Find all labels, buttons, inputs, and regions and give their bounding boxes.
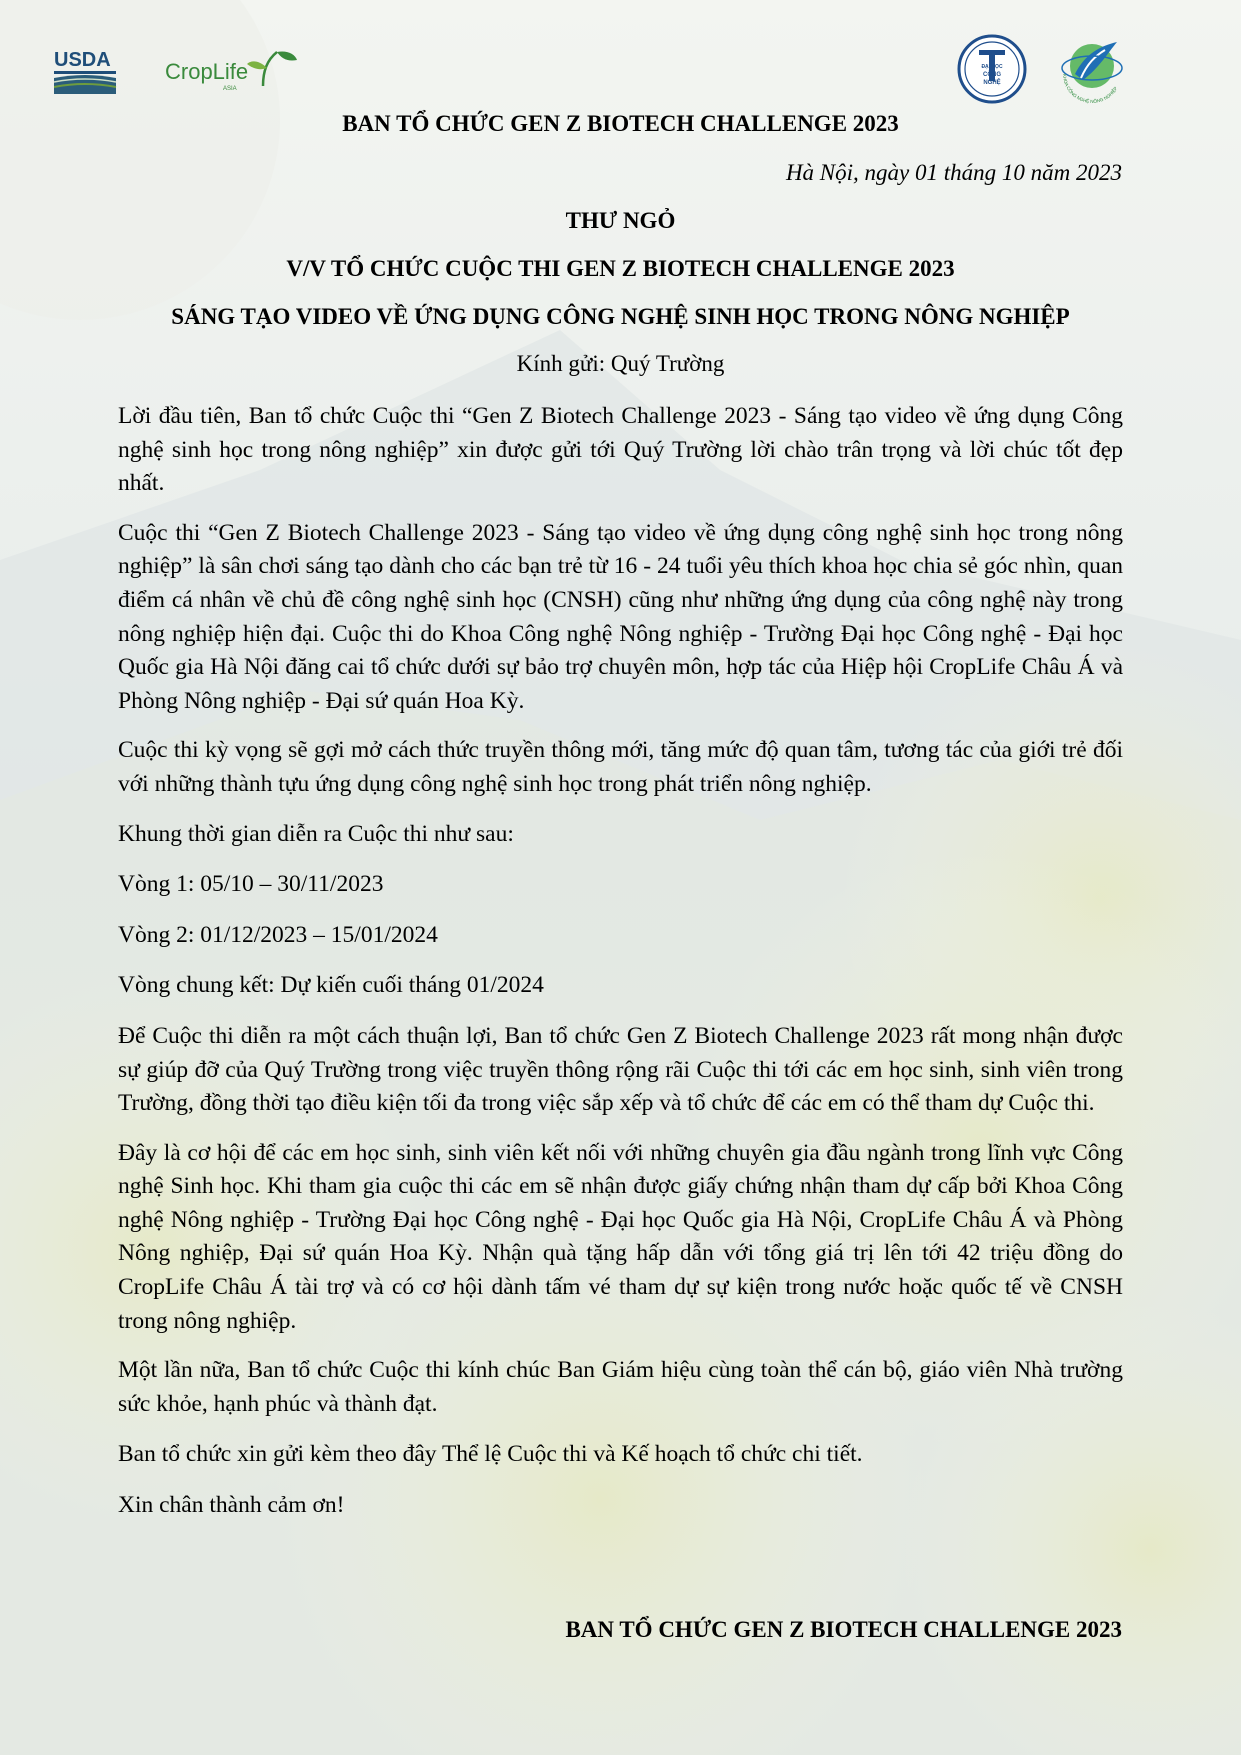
paragraph-benefits: Đây là cơ hội để các em học sinh, sinh viên kết nối với những chuyên gia đầu ngành trong lĩnh vực Công nghệ Sinh học. Khi tham gia cuộc thi các em sẽ nhận được giấy chứng nhận tham dự cấp bởi Khoa Công nghệ Nông nghiệp - Trường Đại học Công nghệ - Đại học Quốc gia Hà Nội, CropLife Châu Á và Phòng Nông nghiệp, Đại sứ quán Hoa Kỳ. Nhận quà tặng hấp dẫn với tổng giá trị lên tới 42 triệu đồng do CropLife Châu Á tài trợ và có cơ hội dành tấm vé tham dự sự kiện trong nước hoặc quốc tế về CNSH trong nông nghiệp. (118, 1139, 1123, 1334)
paragraph-greeting: Lời đầu tiên, Ban tổ chức Cuộc thi “Gen Z Biotech Challenge 2023 - Sáng tạo video về ứng dụng Công nghệ sinh học trong nông nghiệp” xin được gửi tới Quý Trường lời chào trân trọng và lời chúc tốt đẹp nhất. (118, 403, 1123, 497)
letter-title: THƯ NGỎ (565, 208, 676, 233)
faculty-agri-tech-logo (1055, 34, 1130, 104)
schedule-final: Vòng chung kết: Dự kiến cuối tháng 01/2024 (118, 972, 544, 999)
schedule-round2: Vòng 2: 01/12/2023 – 15/01/2024 (118, 921, 438, 948)
organizer-heading: BAN TỔ CHỨC GEN Z BIOTECH CHALLENGE 2023 (342, 111, 899, 136)
usda-logo-text: USDA (54, 49, 111, 71)
usda-logo (54, 48, 120, 96)
schedule-intro: Khung thời gian diễn ra Cuộc thi như sau: (118, 820, 514, 847)
croplife-logo-text: CropLife (165, 59, 249, 84)
uet-logo-line3: NGHỆ (983, 80, 1001, 86)
paragraph-introduction: Cuộc thi “Gen Z Biotech Challenge 2023 - Sáng tạo video về ứng dụng công nghệ sinh học trong nông nghiệp” là sân chơi sáng tạo dành cho các bạn trẻ từ 16 - 24 tuổi yêu thích khoa học chia sẻ góc nhìn, quan điểm cá nhân về chủ đề công nghệ sinh học (CNSH) cũng như những ứng dụng của công nghệ này trong nông nghiệp hiện đại. Cuộc thi do Khoa Công nghệ Nông nghiệp - Trường Đại học Công nghệ - Đại học Quốc gia Hà Nội đăng cai tổ chức dưới sự bảo trợ chuyên môn, hợp tác của Hiệp hội CropLife Châu Á và Phòng Nông nghiệp - Đại sứ quán Hoa Kỳ. (118, 519, 1123, 714)
faculty-logo-text: KHOA CÔNG NGHỆ NÔNG NGHIỆP (1061, 73, 1119, 104)
letter-date: Hà Nội, ngày 01 tháng 10 năm 2023 (785, 160, 1122, 185)
letter-subject: V/V TỔ CHỨC CUỘC THI GEN Z BIOTECH CHALLENGE 2023 (286, 256, 955, 281)
croplife-logo-subtext: ASIA (223, 86, 237, 92)
paragraph-wishes: Một lần nữa, Ban tổ chức Cuộc thi kính chúc Ban Giám hiệu cùng toàn thể cán bộ, giáo viên Nhà trường sức khỏe, hạnh phúc và thành đạt. (118, 1357, 1123, 1417)
paragraph-thanks: Xin chân thành cảm ơn! (118, 1492, 345, 1519)
croplife-asia-logo (163, 46, 298, 96)
schedule-round1: Vòng 1: 05/10 – 30/11/2023 (118, 871, 384, 898)
uet-university-logo (957, 34, 1027, 104)
paragraph-request: Để Cuộc thi diễn ra một cách thuận lợi, Ban tổ chức Gen Z Biotech Challenge 2023 rất mong nhận được sự giúp đỡ của Quý Trường trong việc truyền thông rộng rãi Cuộc thi tới các em học sinh, sinh viên trong Trường, đồng thời tạo điều kiện tối đa trong việc sắp xếp và tổ chức để các em có thể tham dự Cuộc thi. (118, 1022, 1123, 1117)
recipient-line: Kính gửi: Quý Trường (516, 351, 725, 376)
letter-body (118, 400, 1123, 1540)
uet-logo-line1: ĐẠI HỌC (981, 64, 1003, 70)
uet-logo-line2: CÔNG (983, 72, 1001, 78)
paragraph-attachment: Ban tổ chức xin gửi kèm theo đây Thể lệ Cuộc thi và Kế hoạch tổ chức chi tiết. (118, 1441, 863, 1468)
paragraph-expectation: Cuộc thi kỳ vọng sẽ gợi mở cách thức truyền thông mới, tăng mức độ quan tâm, tương tác của giới trẻ đối với những thành tựu ứng dụng công nghệ sinh học trong phát triển nông nghiệp. (118, 737, 1123, 797)
signature-organizer: BAN TỔ CHỨC GEN Z BIOTECH CHALLENGE 2023 (565, 1617, 1122, 1642)
letter-subtitle: SÁNG TẠO VIDEO VỀ ỨNG DỤNG CÔNG NGHỆ SINH HỌC TRONG NÔNG NGHIỆP (171, 304, 1070, 329)
